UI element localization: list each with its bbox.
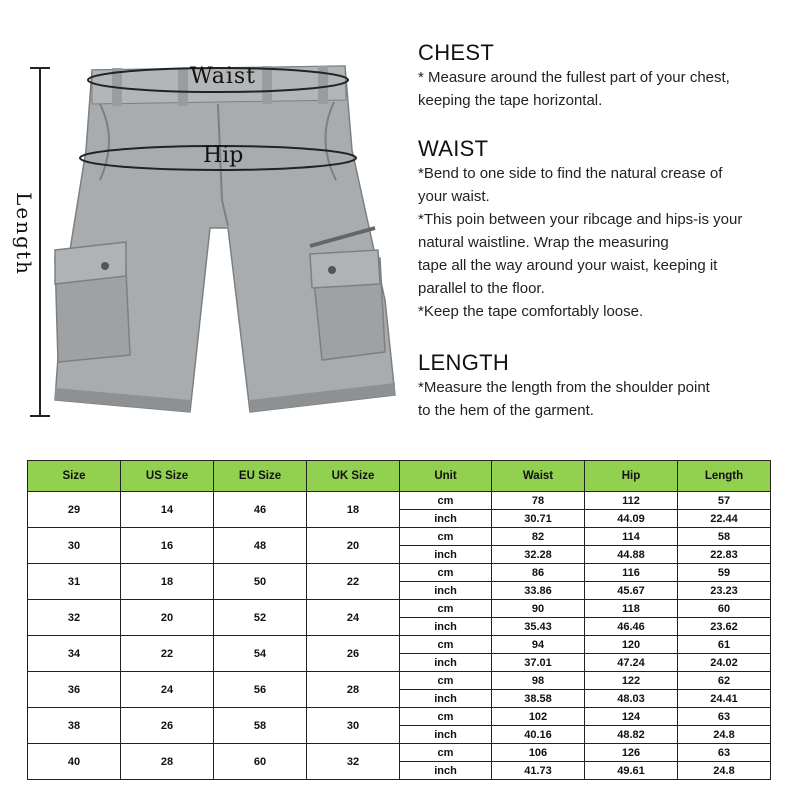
- waist-section: [418, 136, 742, 323]
- table-header-row: [28, 461, 771, 492]
- us-size-cell: 26: [121, 708, 214, 744]
- hip-inch-cell: 45.67: [585, 582, 678, 600]
- eu-size-cell: 48: [214, 528, 307, 564]
- header-eu-size: EU Size: [214, 461, 307, 492]
- uk-size-cell: 26: [307, 636, 400, 672]
- header-size: Size: [28, 461, 121, 492]
- size-cell: 29: [28, 492, 121, 528]
- us-size-cell: 18: [121, 564, 214, 600]
- unit-cell-cm: cm: [400, 708, 492, 726]
- uk-size-cell: 22: [307, 564, 400, 600]
- waist-line: *Bend to one side to find the natural crease of: [418, 165, 723, 182]
- eu-size-cell: 56: [214, 672, 307, 708]
- length-cm-cell: 58: [678, 528, 771, 546]
- hip-cm-cell: 120: [585, 636, 678, 654]
- unit-cell-inch: inch: [400, 654, 492, 672]
- hip-inch-cell: 44.88: [585, 546, 678, 564]
- unit-cell-inch: inch: [400, 690, 492, 708]
- waist-cm-cell: 98: [492, 672, 585, 690]
- table-row: [28, 528, 771, 546]
- waist-inch-cell: 32.28: [492, 546, 585, 564]
- waist-cm-cell: 86: [492, 564, 585, 582]
- unit-cell-cm: cm: [400, 636, 492, 654]
- length-cm-cell: 57: [678, 492, 771, 510]
- hip-inch-cell: 48.82: [585, 726, 678, 744]
- waist-line: *This poin between your ribcage and hips-is your: [418, 211, 743, 228]
- length-line: to the hem of the garment.: [418, 402, 594, 419]
- header-length: Length: [678, 461, 771, 492]
- length-label: Length: [12, 192, 36, 276]
- hip-inch-cell: 49.61: [585, 762, 678, 780]
- waist-line: tape all the way around your waist, keeping it: [418, 257, 718, 274]
- hip-cm-cell: 116: [585, 564, 678, 582]
- waist-inch-cell: 38.58: [492, 690, 585, 708]
- unit-cell-cm: cm: [400, 744, 492, 762]
- waist-inch-cell: 40.16: [492, 726, 585, 744]
- waist-line: parallel to the floor.: [418, 280, 545, 297]
- waist-inch-cell: 37.01: [492, 654, 585, 672]
- unit-cell-inch: inch: [400, 726, 492, 744]
- table-row: [28, 708, 771, 726]
- unit-cell-cm: cm: [400, 528, 492, 546]
- us-size-cell: 24: [121, 672, 214, 708]
- length-inch-cell: 22.44: [678, 510, 771, 528]
- length-cm-cell: 63: [678, 708, 771, 726]
- us-size-cell: 14: [121, 492, 214, 528]
- size-cell: 36: [28, 672, 121, 708]
- unit-cell-inch: inch: [400, 582, 492, 600]
- size-chart-table: [27, 460, 771, 780]
- header-hip: Hip: [585, 461, 678, 492]
- header-us-size: US Size: [121, 461, 214, 492]
- uk-size-cell: 18: [307, 492, 400, 528]
- waist-line: natural waistline. Wrap the measuring: [418, 234, 669, 251]
- header-unit: Unit: [400, 461, 492, 492]
- waist-line: your waist.: [418, 188, 490, 205]
- hip-cm-cell: 114: [585, 528, 678, 546]
- waist-cm-cell: 94: [492, 636, 585, 654]
- waist-inch-cell: 35.43: [492, 618, 585, 636]
- unit-cell-inch: inch: [400, 618, 492, 636]
- length-section: [418, 350, 710, 422]
- length-inch-cell: 24.8: [678, 726, 771, 744]
- table-row: [28, 672, 771, 690]
- unit-cell-inch: inch: [400, 546, 492, 564]
- chest-line: * Measure around the fullest part of your chest,: [418, 69, 730, 86]
- length-inch-cell: 23.23: [678, 582, 771, 600]
- length-inch-cell: 22.83: [678, 546, 771, 564]
- waist-cm-cell: 90: [492, 600, 585, 618]
- length-cm-cell: 62: [678, 672, 771, 690]
- table-row: [28, 564, 771, 582]
- header-waist: Waist: [492, 461, 585, 492]
- length-inch-cell: 23.62: [678, 618, 771, 636]
- length-inch-cell: 24.8: [678, 762, 771, 780]
- cargo-shorts-image: [55, 66, 395, 412]
- eu-size-cell: 60: [214, 744, 307, 780]
- hip-inch-cell: 44.09: [585, 510, 678, 528]
- unit-cell-inch: inch: [400, 510, 492, 528]
- chest-section: [418, 40, 730, 112]
- eu-size-cell: 52: [214, 600, 307, 636]
- eu-size-cell: 58: [214, 708, 307, 744]
- hip-inch-cell: 46.46: [585, 618, 678, 636]
- waist-cm-cell: 82: [492, 528, 585, 546]
- chest-title: CHEST: [418, 40, 495, 65]
- waist-label: Waist: [190, 64, 256, 89]
- eu-size-cell: 50: [214, 564, 307, 600]
- table-row: [28, 492, 771, 510]
- eu-size-cell: 54: [214, 636, 307, 672]
- hip-label: Hip: [203, 143, 244, 168]
- waist-inch-cell: 30.71: [492, 510, 585, 528]
- waist-title: WAIST: [418, 136, 489, 161]
- hip-cm-cell: 124: [585, 708, 678, 726]
- length-cm-cell: 60: [678, 600, 771, 618]
- header-uk-size: UK Size: [307, 461, 400, 492]
- unit-cell-cm: cm: [400, 672, 492, 690]
- length-line: *Measure the length from the shoulder point: [418, 379, 710, 396]
- unit-cell-cm: cm: [400, 600, 492, 618]
- unit-cell-inch: inch: [400, 762, 492, 780]
- us-size-cell: 20: [121, 600, 214, 636]
- length-inch-cell: 24.41: [678, 690, 771, 708]
- length-inch-cell: 24.02: [678, 654, 771, 672]
- chest-line: keeping the tape horizontal.: [418, 92, 603, 109]
- hip-cm-cell: 112: [585, 492, 678, 510]
- waist-cm-cell: 102: [492, 708, 585, 726]
- size-cell: 32: [28, 600, 121, 636]
- waist-cm-cell: 106: [492, 744, 585, 762]
- hip-inch-cell: 47.24: [585, 654, 678, 672]
- table-row: [28, 744, 771, 762]
- table-row: [28, 600, 771, 618]
- us-size-cell: 28: [121, 744, 214, 780]
- uk-size-cell: 20: [307, 528, 400, 564]
- table-row: [28, 636, 771, 654]
- hip-cm-cell: 126: [585, 744, 678, 762]
- eu-size-cell: 46: [214, 492, 307, 528]
- uk-size-cell: 32: [307, 744, 400, 780]
- us-size-cell: 22: [121, 636, 214, 672]
- waist-cm-cell: 78: [492, 492, 585, 510]
- size-cell: 31: [28, 564, 121, 600]
- size-cell: 38: [28, 708, 121, 744]
- length-cm-cell: 61: [678, 636, 771, 654]
- unit-cell-cm: cm: [400, 564, 492, 582]
- uk-size-cell: 30: [307, 708, 400, 744]
- shorts-measurement-figure: [0, 0, 410, 450]
- unit-cell-cm: cm: [400, 492, 492, 510]
- waist-inch-cell: 33.86: [492, 582, 585, 600]
- uk-size-cell: 24: [307, 600, 400, 636]
- us-size-cell: 16: [121, 528, 214, 564]
- hip-inch-cell: 48.03: [585, 690, 678, 708]
- length-cm-cell: 59: [678, 564, 771, 582]
- length-title: LENGTH: [418, 350, 510, 375]
- size-cell: 40: [28, 744, 121, 780]
- waist-line: *Keep the tape comfortably loose.: [418, 303, 644, 320]
- length-cm-cell: 63: [678, 744, 771, 762]
- uk-size-cell: 28: [307, 672, 400, 708]
- hip-cm-cell: 118: [585, 600, 678, 618]
- size-cell: 30: [28, 528, 121, 564]
- hip-cm-cell: 122: [585, 672, 678, 690]
- waist-inch-cell: 41.73: [492, 762, 585, 780]
- size-cell: 34: [28, 636, 121, 672]
